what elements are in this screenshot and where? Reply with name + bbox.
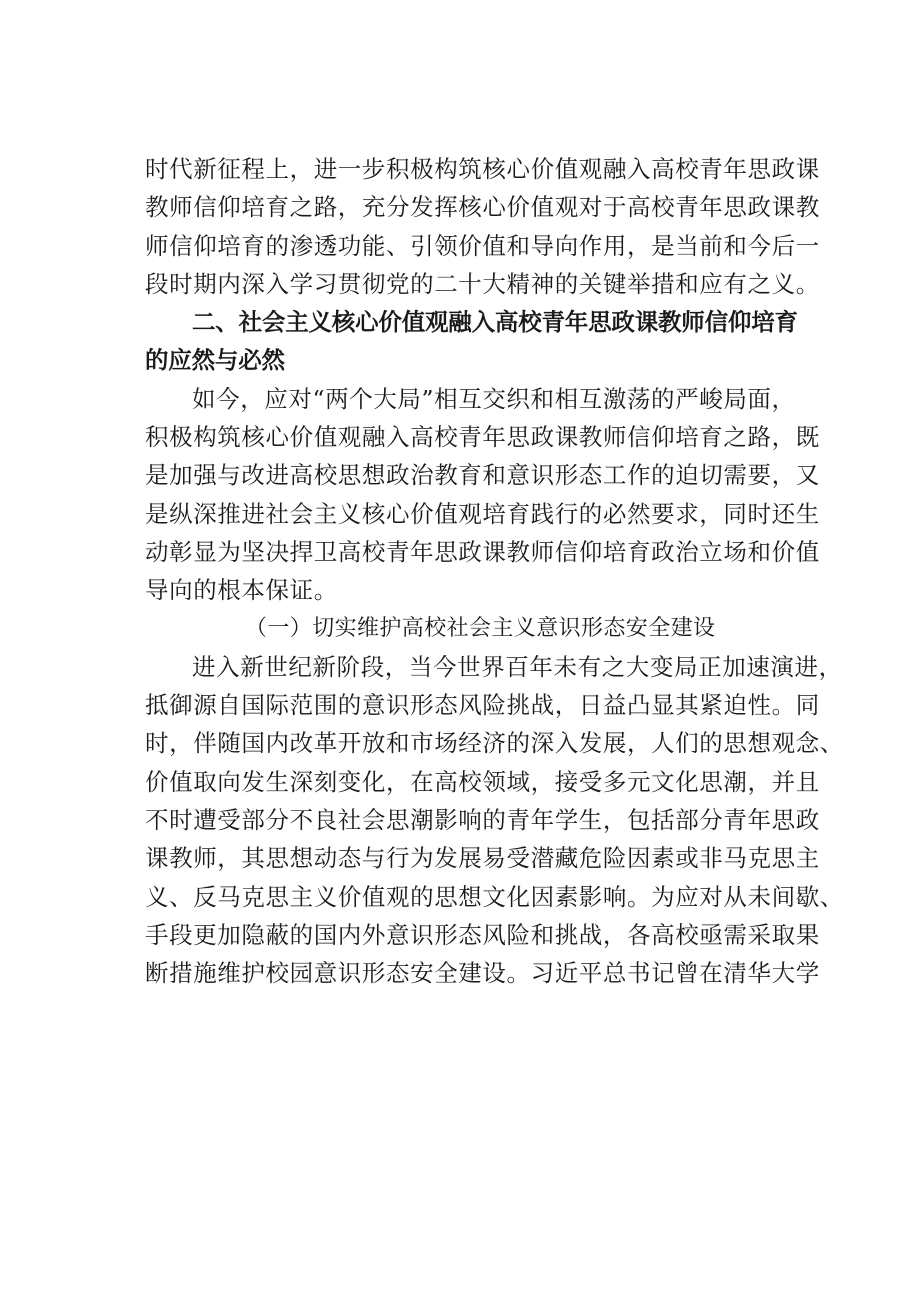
text-line: 动彰显为坚决捍卫高校青年思政课教师信仰培育政治立场和价值	[145, 537, 820, 566]
paragraph-continuation	[145, 150, 820, 303]
document-body	[145, 150, 844, 993]
text-line: 手段更加隐蔽的国内外意识形态风险和挑战，各高校亟需采取果	[145, 920, 820, 949]
text-line: 断措施维护校园意识形态安全建设。习近平总书记曾在清华大学	[145, 959, 820, 988]
text-line: 是加强与改进高校思想政治教育和意识形态工作的迫切需要，又	[145, 461, 820, 490]
paragraph	[145, 648, 844, 993]
text-line: 义、反马克思主义价值观的思想文化因素影响。为应对从未间歇、	[145, 882, 844, 911]
subsection-heading: （一）切实维护高校社会主义意识形态安全建设	[245, 615, 716, 641]
paragraph	[145, 380, 820, 610]
text-line: 段时期内深入学习贯彻党的二十大精神的关键举措和应有之义。	[145, 269, 820, 298]
text-line: 价值取向发生深刻变化，在高校领域，接受多元文化思潮，并且	[145, 767, 820, 796]
text-line: 是纵深推进社会主义核心价值观培育践行的必然要求，同时还生	[145, 499, 820, 528]
text-line: 不时遭受部分不良社会思潮影响的青年学生，包括部分青年思政	[145, 806, 820, 835]
heading-line: 二、社会主义核心价值观融入高校青年思政课教师信仰培育	[192, 308, 798, 337]
text-line: 教师信仰培育之路，充分发挥核心价值观对于高校青年思政课教	[145, 193, 820, 222]
heading-line: 的应然与必然	[145, 346, 285, 375]
text-line: 时代新征程上，进一步积极构筑核心价值观融入高校青年思政课	[145, 155, 820, 183]
text-line: 时，伴随国内改革开放和市场经济的深入发展，人们的思想观念、	[145, 729, 844, 758]
text-line: 课教师，其思想动态与行为发展易受潜藏危险因素或非马克思主	[145, 844, 820, 873]
section-heading	[145, 303, 805, 380]
text-line: 积极构筑核心价值观融入高校青年思政课教师信仰培育之路，既	[145, 423, 820, 452]
text-line: 抵御源自国际范围的意识形态风险挑战，日益凸显其紧迫性。同	[145, 691, 820, 720]
text-line: 如今，应对“两个大局”相互交织和相互激荡的严峻局面，	[192, 384, 796, 413]
text-line: 师信仰培育的渗透功能、引领价值和导向作用，是当前和今后一	[145, 231, 820, 260]
text-line: 导向的根本保证。	[145, 576, 338, 605]
text-line: 进入新世纪新阶段，当今世界百年未有之大变局正加速演进，	[192, 652, 843, 681]
